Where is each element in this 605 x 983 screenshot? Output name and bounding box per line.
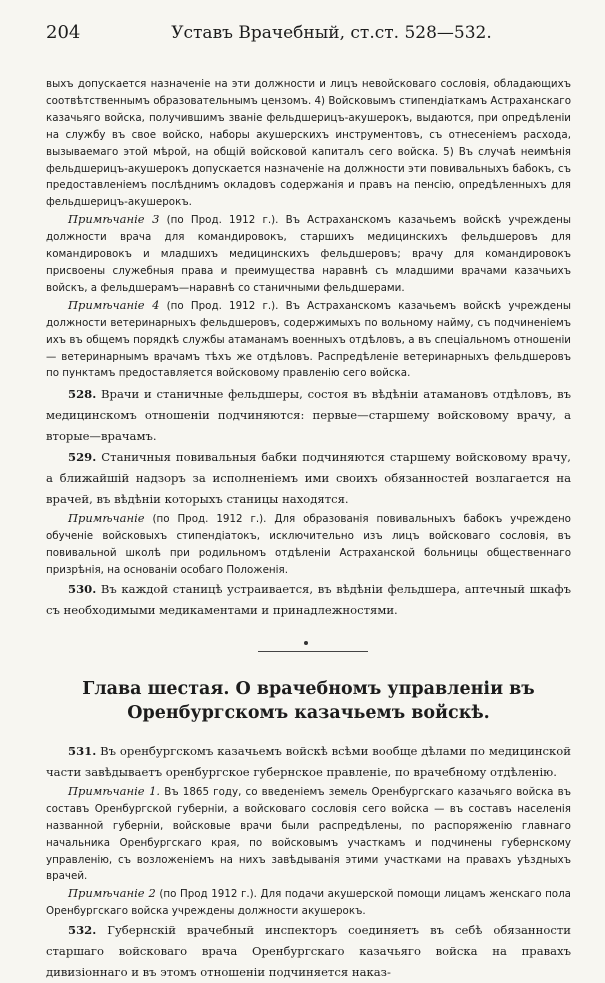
- article-528-text: Врачи и станичные фельдшеры, состоя въ вѣдѣнiи атамановъ отдѣловъ, въ медицинскомъ отношенiи подчиняются: первые—старшему войсковому врачу, а вторые—врачамъ.: [46, 387, 571, 444]
- note-529-label: Примѣчанiе: [68, 511, 145, 526]
- article-530-text: Въ каждой станицѣ устраивается, въ вѣдѣнiи фельдшера, аптечный шкафъ съ необходимыми медикаментами и принадлежностями.: [46, 581, 571, 617]
- section-separator: [46, 621, 571, 671]
- note-531-1-text: Въ 1865 году, со введенiемъ земель Оренбургскаго казачьяго войска въ составъ Оренбургской губернiи, а войсковаго сословiя сего войска — въ составъ населенiя названной губернiи, войсковые врачи были распредѣлены, по распоряженiю главнаго начальника Оренбургскаго края, по войсковымъ участкамъ и подчинены губернскому управленiю, съ возложенiемъ на нихъ завѣдыванiя этими участками на правахъ уѣздныхъ врачей.: [46, 785, 571, 883]
- article-531: [46, 741, 571, 783]
- separator-dot: [304, 641, 308, 645]
- article-532-number: 532.: [68, 923, 97, 938]
- note-531-1: [46, 783, 571, 885]
- chapter-title: Глава шестая. О врачебномъ управленiи въ Оренбургскомъ казачьемъ войскѣ.: [82, 678, 535, 723]
- separator-rule: [258, 651, 368, 652]
- note-529-text: (по Прод. 1912 г.). Для образованiя повивальныхъ бабокъ учреждено обученiе войсковыхъ стипендiатокъ, исключительно изъ лицъ войсковаго сословiя, въ повивальной школѣ при родильномъ отдѣленiи Астраханской больницы общественнаго призрѣнiя, на основанiи особаго Положенiя.: [46, 513, 571, 577]
- note-531-1-label: Примѣчанiе 1.: [68, 783, 161, 798]
- running-title: Уставъ Врачебный, ст.ст. 528—532.: [171, 23, 492, 43]
- continued-paragraph: выхъ допускается назначенiе на эти должности и лицъ невойсковаго сословiя, обладающихъ соотвѣтственнымъ образовательнымъ цензомъ. 4) Войсковымъ стипендiаткамъ Астраханскаго казачьяго войска, получившимъ званiе фельдшерицъ-акушерокъ, выдаются, при опредѣленiи на службу въ свое войско, наборы акушерскихъ инструментовъ, съ отнесенiемъ расхода, вызываемаго этой мѣрой, на общiй войсковой капиталъ сего войска. 5) Въ случаѣ неимѣнiя фельдшерицъ-акушерокъ допускается назначенiе на должности эти повивальныхъ бабокъ, съ предоставленiемъ послѣднимъ окладовъ содержанiя и правъ на пенсiю, опредѣленныхъ для фельдшерицъ-акушерокъ.: [46, 78, 571, 209]
- note-4: [46, 297, 571, 383]
- article-530-number: 530.: [68, 581, 97, 596]
- article-532-text: Губернскiй врачебный инспекторъ соединяетъ въ себѣ обязанности старшаго войсковаго врача Оренбургскаго казачьяго войска на правахъ дивизiоннаго и въ этомъ отношенiи подчиняется наказ-: [46, 923, 571, 980]
- note-531-2-label: Примѣчанiе 2: [68, 886, 156, 901]
- article-528-number: 528.: [68, 387, 97, 402]
- article-529: [46, 447, 571, 510]
- article-531-text: Въ оренбургскомъ казачьемъ войскѣ всѣми вообще дѣлами по медицинской части завѣдываетъ оренбургское губернское правленiе, по врачебному отдѣленiю.: [46, 743, 571, 779]
- article-532: [46, 920, 571, 983]
- note-3-label: Примѣчанiе 3: [68, 212, 160, 227]
- note-3-text: (по Прод. 1912 г.). Въ Астраханскомъ казачьемъ войскѣ учреждены должности врача для командировокъ, старшихъ медицинскихъ фельдшеровъ для командировокъ и младшихъ медицинскихъ фельдшеровъ; врачу для командировокъ присвоены служебныя права и преимущества наравнѣ съ младшими врачами казачьихъ войскъ, а фельдшерамъ—наравнѣ со станичными фельдшерами.: [46, 214, 571, 294]
- running-header: [46, 22, 571, 46]
- article-528: [46, 384, 571, 447]
- note-3: [46, 211, 571, 297]
- article-530: [46, 579, 571, 621]
- note-531-2-text: (по Прод 1912 г.). Для подачи акушерской помощи лицамъ женскаго пола Оренбургскаго войска учреждены должности акушерокъ.: [46, 888, 571, 918]
- article-529-number: 529.: [68, 450, 97, 465]
- note-531-2: [46, 885, 571, 920]
- note-4-text: (по Прод. 1912 г.). Въ Астраханскомъ казачьемъ войскѣ учреждены должности ветеринарныхъ фельдшеровъ, содержимыхъ по вольному найму, съ подчиненiемъ ихъ въ общемъ порядкѣ службы атаманамъ военныхъ отдѣловъ, а въ спецiальномъ отношенiи — ветеринарнымъ врачамъ тѣхъ же отдѣловъ. Распредѣленiе ветеринарныхъ фельдшеровъ по пунктамъ предоставляется войсковому правленiю сего войска.: [46, 299, 571, 380]
- note-529: [46, 510, 571, 579]
- page-number: 204: [46, 22, 81, 43]
- article-531-number: 531.: [68, 743, 97, 758]
- article-529-text: Станичныя повивальныя бабки подчиняются старшему войсковому врачу, а ближайшiй надзоръ за исполненiемъ ими своихъ обязанностей возлагается на врачей, въ вѣдѣнiи которыхъ станицы находятся.: [46, 450, 571, 507]
- note-4-label: Примѣчанiе 4: [68, 297, 160, 312]
